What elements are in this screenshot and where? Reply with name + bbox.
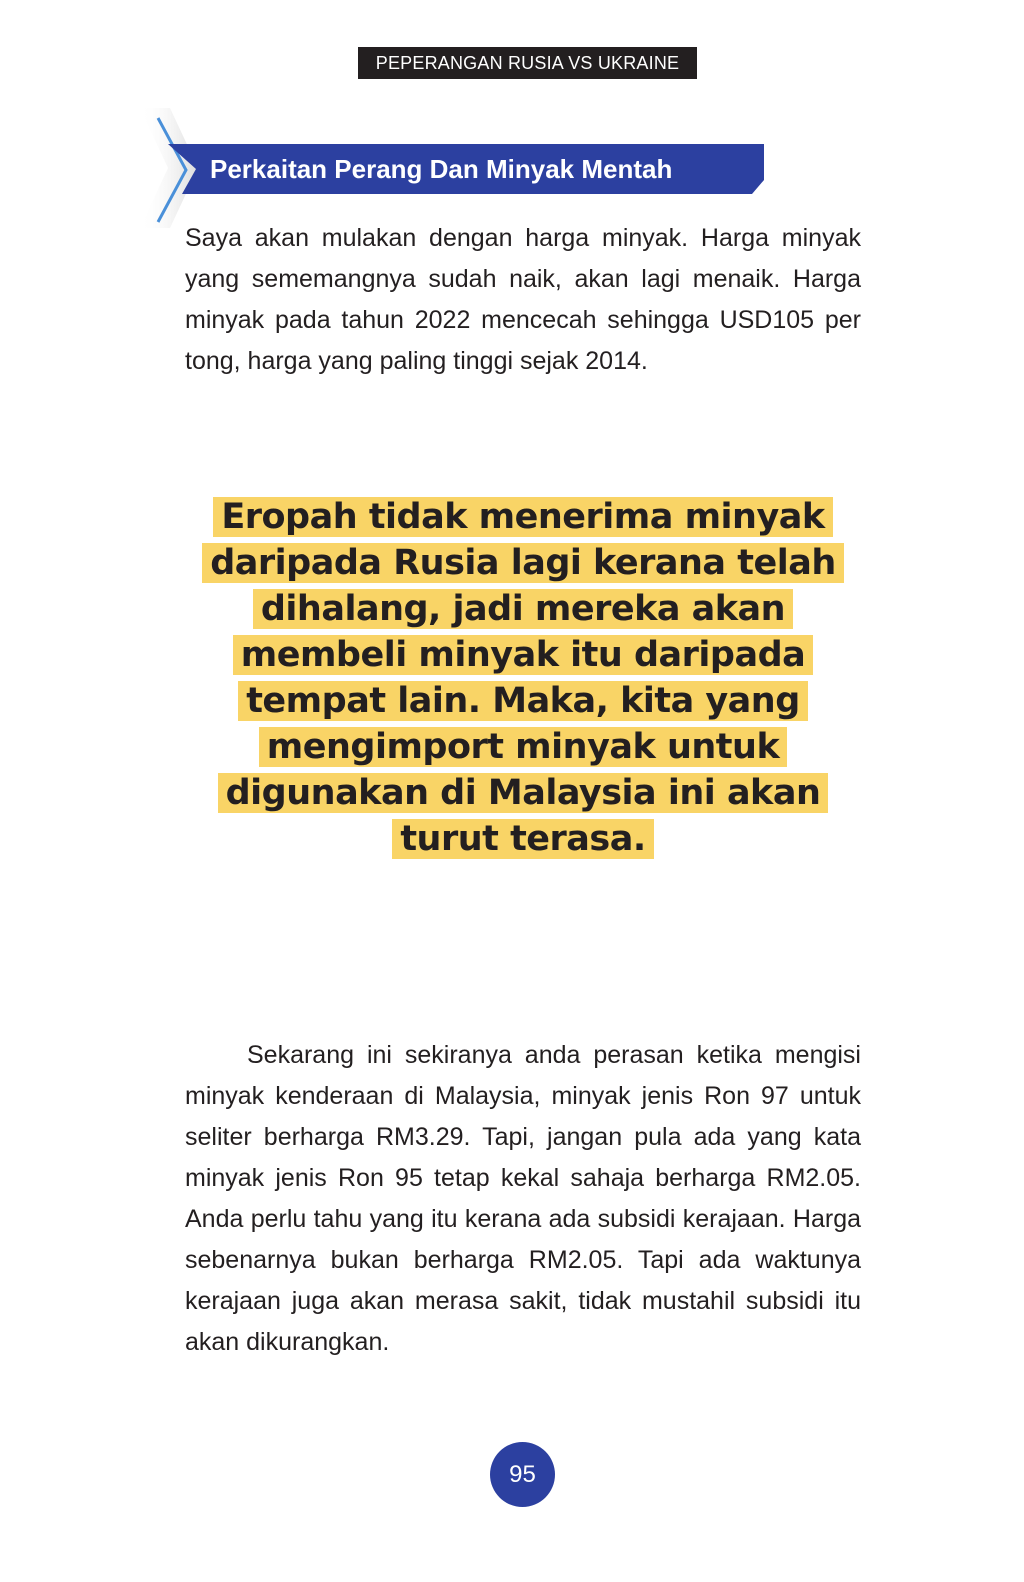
body-paragraph-2: Sekarang ini sekiranya anda perasan ketika mengisi minyak kenderaan di Malaysia, minyak jenis Ron 97 untuk seliter berharga RM3.29. Tapi, jangan pula ada yang kata minyak jenis Ron 95 tetap kekal sahaja berharga RM2.05. Anda perlu tahu yang itu kerana ada subsidi kerajaan. Harga sebenarnya bukan berharga RM2.05. Tapi ada waktunya kerajaan juga akan merasa sakit, tidak mustahil subsidi itu akan dikurangkan. <box>185 1041 861 1356</box>
pull-quote <box>200 494 846 862</box>
pull-quote-text: Eropah tidak menerima minyak daripada Rusia lagi kerana telah dihalang, jadi mereka akan membeli minyak itu daripada tempat lain. Maka, kita yang mengimport minyak untuk digunakan di Malaysia ini akan turut terasa. <box>202 497 843 859</box>
page-number: 95 <box>490 1442 555 1507</box>
body-paragraph-1: Saya akan mulakan dengan harga minyak. Harga minyak yang sememangnya sudah naik, akan lagi menaik. Harga minyak pada tahun 2022 mencecah sehingga USD105 per tong, harga yang paling tinggi sejak 2014. <box>185 224 861 375</box>
section-title: Perkaitan Perang Dan Minyak Mentah <box>210 154 673 184</box>
running-header: PEPERANGAN RUSIA VS UKRAINE <box>358 47 697 79</box>
